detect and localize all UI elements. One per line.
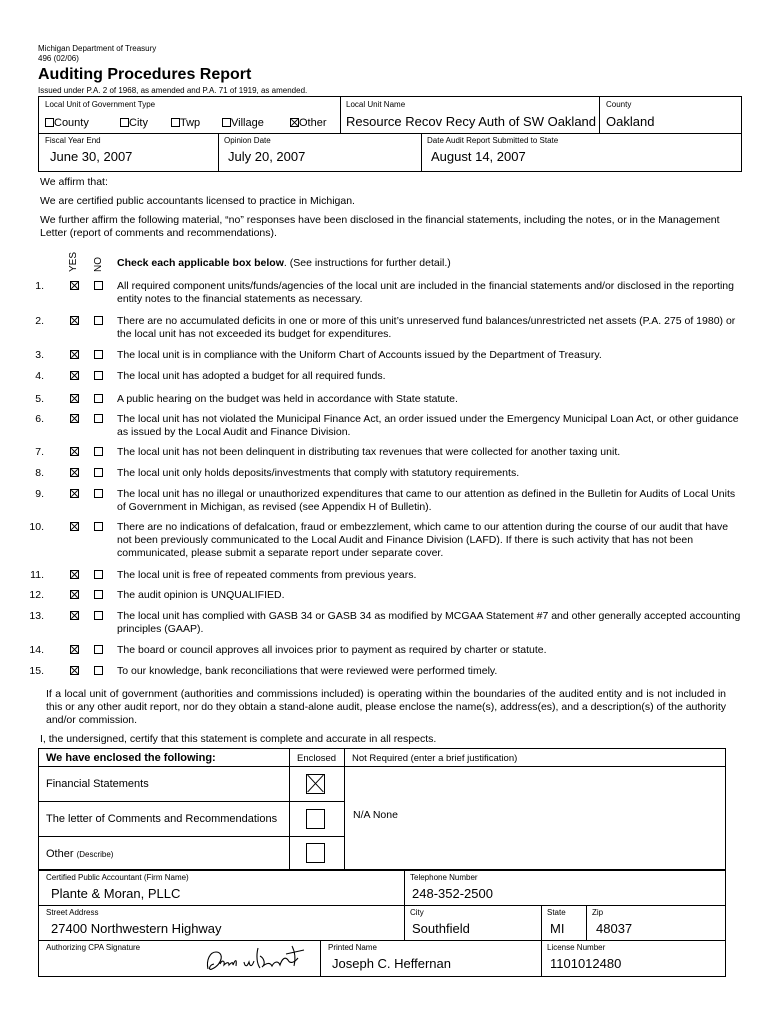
signature-label: Authorizing CPA Signature [46,943,141,952]
opinion-date-field[interactable]: July 20, 2007 [228,149,306,164]
fye-label: Fiscal Year End [45,136,101,145]
state-label: State [547,908,566,917]
yes-checkbox[interactable] [70,281,79,290]
zip-field[interactable]: 48037 [596,921,633,936]
yes-checkbox[interactable] [70,316,79,325]
header-block [38,44,156,64]
fye-field[interactable]: June 30, 2007 [50,149,133,164]
certify-statement: I, the undersigned, certify that this statement is complete and accurate in all respects. [40,733,437,745]
not-required-col-header: Not Required (enter a brief justification) [352,753,518,764]
enclosed-row-label: Financial Statements [46,778,149,790]
letter-of-comments-checkbox[interactable] [306,809,325,829]
yes-checkbox[interactable] [70,645,79,654]
submitted-date-label: Date Audit Report Submitted to State [427,136,559,145]
unit-type-county[interactable]: County [45,117,89,129]
enclosed-row-label: Other (Describe) [46,848,114,860]
no-checkbox[interactable] [94,281,103,290]
no-checkbox[interactable] [94,611,103,620]
not-required-note[interactable]: N/A None [353,809,398,821]
printed-name-field[interactable]: Joseph C. Heffernan [332,956,451,971]
no-checkbox[interactable] [94,489,103,498]
no-checkbox[interactable] [94,666,103,675]
no-checkbox[interactable] [94,645,103,654]
submitted-date-field[interactable]: August 14, 2007 [431,149,526,164]
enclosed-col-header: Enclosed [297,753,337,764]
affirm-intro: We affirm that: [40,176,108,188]
yes-checkbox[interactable] [70,350,79,359]
financial-statements-checkbox[interactable] [306,774,325,794]
phone-field[interactable]: 248-352-2500 [412,886,493,901]
yes-checkbox[interactable] [70,590,79,599]
affirm-line-1: We are certified public accountants licensed to practice in Michigan. [40,195,355,207]
no-checkbox[interactable] [94,394,103,403]
city-field[interactable]: Southfield [412,921,470,936]
firm-label: Certified Public Accountant (Firm Name) [46,873,189,882]
county-label: County [606,100,632,109]
check-instructions: Check each applicable box below. (See instructions for further detail.) [117,257,451,269]
county-field[interactable]: Oakland [606,114,655,129]
other-enclosed-checkbox[interactable] [306,843,325,863]
yes-checkbox[interactable] [70,371,79,380]
unit-type-label: Local Unit of Government Type [45,100,156,109]
yes-checkbox[interactable] [70,570,79,579]
street-field[interactable]: 27400 Northwestern Highway [51,921,222,936]
yes-checkbox[interactable] [70,611,79,620]
zip-label: Zip [592,908,604,917]
firm-field[interactable]: Plante & Moran, PLLC [51,886,181,901]
phone-label: Telephone Number [410,873,478,882]
no-column-label: NO [93,257,104,272]
unit-name-field[interactable]: Resource Recov Recy Auth of SW Oakland [346,114,597,129]
yes-checkbox[interactable] [70,468,79,477]
city-checkbox[interactable] [120,118,129,127]
county-checkbox[interactable] [45,118,54,127]
yes-checkbox[interactable] [70,414,79,423]
yes-checkbox[interactable] [70,522,79,531]
license-field[interactable]: 1101012480 [550,956,622,971]
no-checkbox[interactable] [94,350,103,359]
enclosed-header: We have enclosed the following: [46,752,216,764]
no-checkbox[interactable] [94,590,103,599]
form-number: 496 (02/06) [38,54,79,63]
yes-checkbox[interactable] [70,394,79,403]
unit-type-city[interactable]: City [120,117,148,129]
page-title: Auditing Procedures Report [38,66,252,83]
village-checkbox[interactable] [222,118,231,127]
enclosed-row-label: The letter of Comments and Recommendations [46,813,278,825]
agency-name: Michigan Department of Treasury [38,44,157,53]
city-label: City [410,908,424,917]
authority-instructions: If a local unit of government (authorities and commissions included) is operating within the boundaries of the audited entity and is not included in this or any other audit report, nor do they obtain a stand-alone audit, please enclose the name(s), address(es), and a description(s) of the authority and/or commission. [46,688,726,726]
twp-checkbox[interactable] [171,118,180,127]
unit-type-twp[interactable]: Twp [171,117,200,129]
affirm-line-2: We further affirm the following material, “no” responses have been disclosed in the financial statements, including the notes, or in the Management Letter (report of comments and recommendations). [40,214,720,239]
street-label: Street Address [46,908,99,917]
unit-name-label: Local Unit Name [346,100,406,109]
yes-checkbox[interactable] [70,666,79,675]
no-checkbox[interactable] [94,414,103,423]
no-checkbox[interactable] [94,447,103,456]
state-field[interactable]: MI [550,921,565,936]
no-checkbox[interactable] [94,570,103,579]
no-checkbox[interactable] [94,316,103,325]
cpa-signature [200,942,312,976]
yes-column-label: YES [68,251,79,272]
page-subtitle: Issued under P.A. 2 of 1968, as amended and P.A. 71 of 1919, as amended. [38,86,308,95]
no-checkbox[interactable] [94,371,103,380]
unit-type-other[interactable]: Other [290,117,327,129]
opinion-date-label: Opinion Date [224,136,271,145]
no-checkbox[interactable] [94,468,103,477]
other-checkbox[interactable] [290,118,299,127]
no-checkbox[interactable] [94,522,103,531]
yes-checkbox[interactable] [70,447,79,456]
unit-type-village[interactable]: Village [222,117,264,129]
printed-name-label: Printed Name [328,943,377,952]
yes-checkbox[interactable] [70,489,79,498]
license-label: License Number [547,943,606,952]
